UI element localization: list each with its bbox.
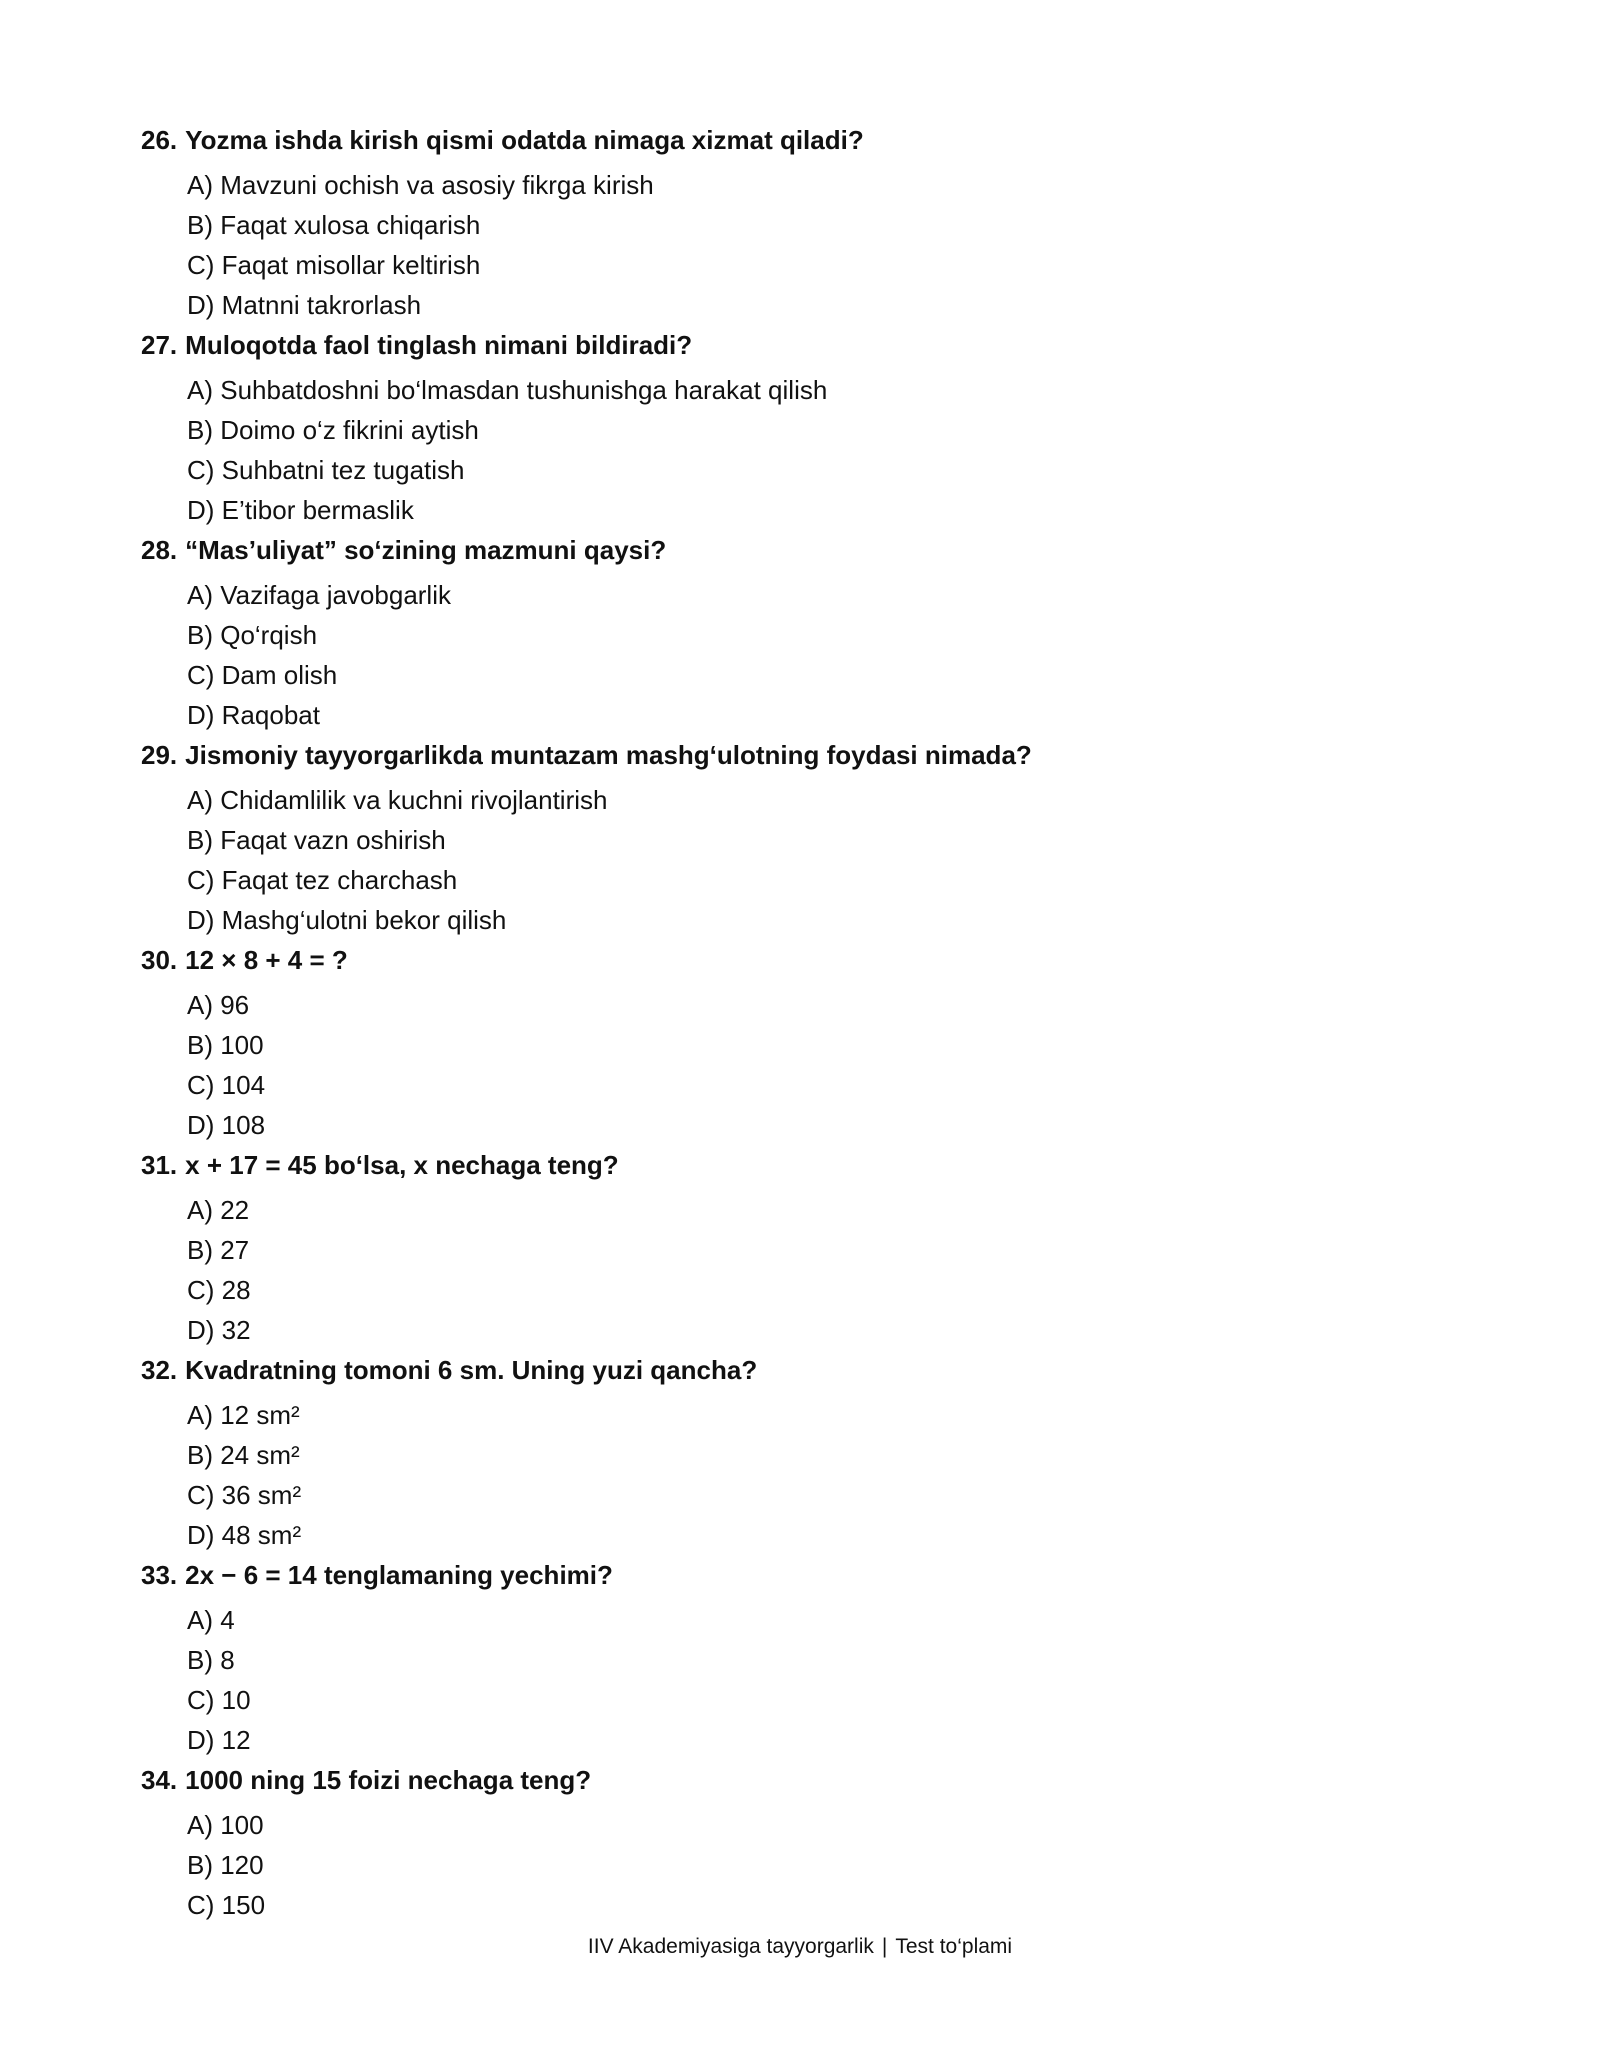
answer-options: [141, 1395, 1461, 1555]
question-number: 28.: [141, 535, 178, 565]
answer-option: B) 120: [187, 1850, 264, 1880]
question-number: 34.: [141, 1765, 178, 1795]
answer-option: C) 150: [187, 1890, 266, 1920]
answer-options: [141, 165, 1461, 325]
question-item: [141, 530, 1461, 735]
footer-title: IIV Akademiyasiga tayyorgarlik: [587, 1935, 874, 1958]
question-text: 1000 ning 15 foizi nechaga teng?: [185, 1765, 592, 1795]
question-title: [141, 530, 1461, 570]
answer-options: [141, 370, 1461, 530]
answer-option: C) 28: [187, 1275, 251, 1305]
answer-option: C) Faqat misollar keltirish: [187, 250, 481, 280]
answer-option: C) Dam olish: [187, 660, 338, 690]
answer-option: A) 96: [187, 990, 250, 1020]
answer-option: B) Qo‘rqish: [187, 620, 318, 650]
question-number: 33.: [141, 1560, 178, 1590]
answer-option: D) 32: [187, 1315, 251, 1345]
question-title: [141, 735, 1461, 775]
answer-option: C) 10: [187, 1685, 251, 1715]
footer-separator: |: [881, 1935, 888, 1958]
answer-option: D) 48 sm²: [187, 1520, 302, 1550]
answer-option: C) 36 sm²: [187, 1480, 302, 1510]
question-number: 26.: [141, 125, 178, 155]
answer-option: B) Doimo o‘z fikrini aytish: [187, 415, 479, 445]
question-list: [141, 120, 1461, 1925]
question-text: Kvadratning tomoni 6 sm. Uning yuzi qancha?: [185, 1355, 758, 1385]
question-item: [141, 735, 1461, 940]
answer-options: [141, 780, 1461, 940]
answer-option: A) Vazifaga javobgarlik: [187, 580, 451, 610]
answer-option: B) 24 sm²: [187, 1440, 300, 1470]
question-item: [141, 940, 1461, 1145]
answer-option: A) 12 sm²: [187, 1400, 300, 1430]
answer-option: B) Faqat xulosa chiqarish: [187, 210, 481, 240]
answer-option: D) Mashg‘ulotni bekor qilish: [187, 905, 507, 935]
answer-option: D) E’tibor bermaslik: [187, 495, 414, 525]
question-title: [141, 120, 1461, 160]
answer-option: C) Suhbatni tez tugatish: [187, 455, 465, 485]
question-title: [141, 1145, 1461, 1185]
answer-option: A) Mavzuni ochish va asosiy fikrga kirish: [187, 170, 654, 200]
question-item: [141, 1760, 1461, 1925]
answer-option: B) 27: [187, 1235, 250, 1265]
answer-option: A) 22: [187, 1195, 250, 1225]
question-number: 32.: [141, 1355, 178, 1385]
answer-option: D) Raqobat: [187, 700, 320, 730]
question-number: 31.: [141, 1150, 178, 1180]
question-title: [141, 325, 1461, 365]
answer-options: [141, 1600, 1461, 1760]
answer-option: A) 100: [187, 1810, 264, 1840]
answer-options: [141, 1805, 1461, 1925]
question-text: x + 17 = 45 bo‘lsa, x nechaga teng?: [185, 1150, 619, 1180]
question-number: 30.: [141, 945, 178, 975]
question-title: [141, 1760, 1461, 1800]
answer-option: D) 108: [187, 1110, 266, 1140]
question-text: 2x − 6 = 14 tenglamaning yechimi?: [185, 1560, 613, 1590]
question-text: 12 × 8 + 4 = ?: [185, 945, 348, 975]
question-title: [141, 1350, 1461, 1390]
answer-option: A) Chidamlilik va kuchni rivojlantirish: [187, 785, 608, 815]
question-title: [141, 940, 1461, 980]
answer-option: B) 100: [187, 1030, 264, 1060]
question-text: Jismoniy tayyorgarlikda muntazam mashg‘ulotning foydasi nimada?: [185, 740, 1032, 770]
question-item: [141, 1145, 1461, 1350]
footer-subtitle: Test to‘plami: [895, 1935, 1013, 1958]
answer-option: D) 12: [187, 1725, 251, 1755]
answer-option: A) Suhbatdoshni bo‘lmasdan tushunishga harakat qilish: [187, 375, 828, 405]
question-text: Yozma ishda kirish qismi odatda nimaga xizmat qiladi?: [185, 125, 864, 155]
answer-options: [141, 1190, 1461, 1350]
answer-option: C) Faqat tez charchash: [187, 865, 458, 895]
question-text: Muloqotda faol tinglash nimani bildiradi?: [185, 330, 693, 360]
answer-option: B) 8: [187, 1645, 235, 1675]
question-item: [141, 120, 1461, 325]
question-text: “Mas’uliyat” so‘zining mazmuni qaysi?: [185, 535, 667, 565]
question-item: [141, 1555, 1461, 1760]
answer-option: C) 104: [187, 1070, 266, 1100]
answer-options: [141, 575, 1461, 735]
answer-options: [141, 985, 1461, 1145]
answer-option: A) 4: [187, 1605, 235, 1635]
question-number: 29.: [141, 740, 178, 770]
question-number: 27.: [141, 330, 178, 360]
answer-option: D) Matnni takrorlash: [187, 290, 422, 320]
question-item: [141, 325, 1461, 530]
answer-option: B) Faqat vazn oshirish: [187, 825, 446, 855]
question-title: [141, 1555, 1461, 1595]
question-item: [141, 1350, 1461, 1555]
page-footer: [0, 1933, 1600, 1961]
